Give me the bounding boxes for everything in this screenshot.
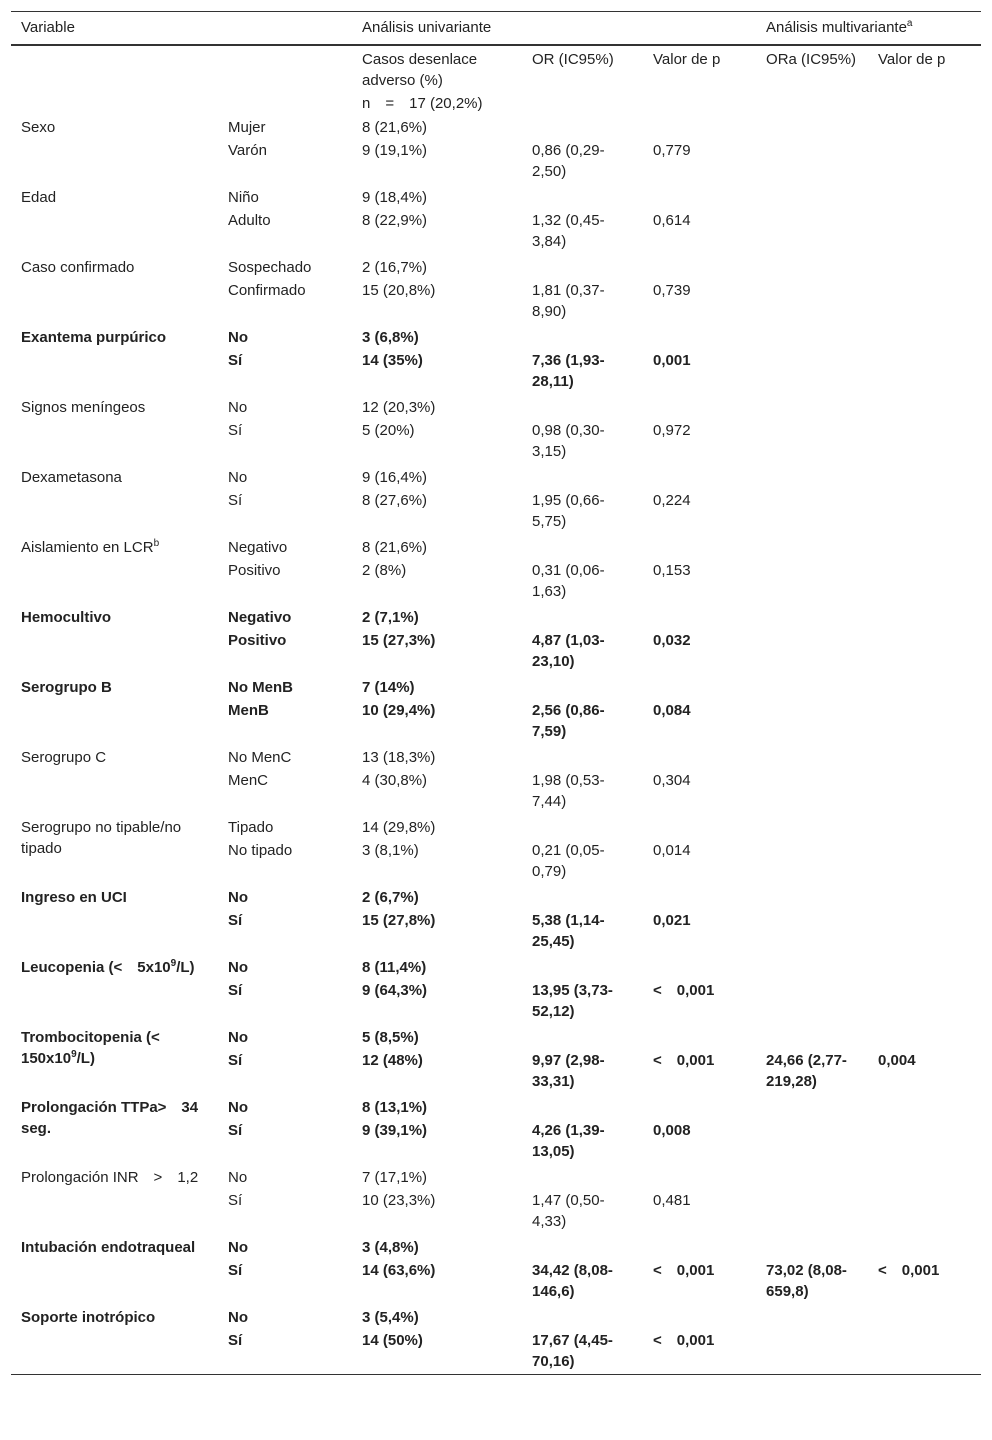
ora-cell (756, 1304, 868, 1328)
cases-cell: 9 (16,4%) (362, 469, 428, 486)
level-cell: No tipado (228, 842, 293, 859)
ora-cell (756, 138, 868, 184)
p-value-cell (643, 1304, 756, 1328)
or-cell: 0,86 (0,29-2,50) (532, 142, 605, 180)
level-cell: Sí (228, 352, 243, 369)
variable-label: Prolongación TTPa> 34 seg. (21, 1099, 199, 1137)
variable-label: Prolongación INR > 1,2 (21, 1169, 199, 1186)
table-row (11, 184, 981, 208)
variable-unit: /L) (76, 1050, 95, 1067)
ora-cell (756, 114, 868, 138)
level-cell: Adulto (228, 212, 271, 229)
or-cell: 0,21 (0,05-0,79) (532, 842, 605, 880)
cases-cell: 9 (64,3%) (362, 982, 428, 999)
pa-value-cell (868, 1304, 981, 1328)
pa-value-cell (868, 674, 981, 698)
cases-cell: 2 (16,7%) (362, 259, 428, 276)
or-cell (522, 1304, 643, 1328)
pa-value-cell (868, 1094, 981, 1118)
variable-label: Sexo (21, 119, 56, 136)
or-cell (522, 1234, 643, 1258)
table-row (11, 464, 981, 488)
or-cell: 9,97 (2,98-33,31) (532, 1052, 605, 1090)
pa-value-cell (868, 488, 981, 534)
or-cell: 1,95 (0,66-5,75) (532, 492, 605, 530)
ora-cell (756, 698, 868, 744)
or-cell: 13,95 (3,73-52,12) (532, 982, 613, 1020)
p-value-cell: 0,972 (653, 422, 691, 439)
or-cell: 4,26 (1,39-13,05) (532, 1122, 605, 1160)
variable-label: Ingreso en UCI (21, 889, 127, 906)
pa-value-cell (868, 534, 981, 558)
ora-cell (756, 394, 868, 418)
pa-value-cell (868, 464, 981, 488)
pa-value-cell (868, 604, 981, 628)
cases-cell: 5 (20%) (362, 422, 415, 439)
ora-cell (756, 324, 868, 348)
cases-cell: 13 (18,3%) (362, 749, 436, 766)
or-cell: 1,47 (0,50-4,33) (532, 1192, 605, 1230)
or-cell: 34,42 (8,08-146,6) (532, 1262, 613, 1300)
table-row (11, 534, 981, 558)
variable-cell (11, 1024, 218, 1094)
ora-cell (756, 1188, 868, 1234)
or-cell: 1,98 (0,53-7,44) (532, 772, 605, 810)
variable-unit: /L) (176, 959, 195, 976)
or-cell: 7,36 (1,93-28,11) (532, 352, 605, 390)
pa-value-cell (868, 394, 981, 418)
or-cell: 1,81 (0,37-8,90) (532, 282, 605, 320)
variable-label: Intubación endotraqueal (21, 1239, 196, 1256)
or-cell (522, 464, 643, 488)
table-row (11, 814, 981, 838)
p-value-cell: 0,021 (653, 912, 691, 929)
cases-cell: 12 (48%) (362, 1052, 423, 1069)
cases-cell: 12 (20,3%) (362, 399, 436, 416)
or-cell: 2,56 (0,86-7,59) (532, 702, 605, 740)
level-cell: No (228, 1099, 248, 1116)
p-value-cell: < 0,001 (653, 1262, 715, 1279)
p-value-cell (643, 744, 756, 768)
variable-cell (11, 464, 218, 534)
level-cell: Positivo (228, 562, 281, 579)
level-cell: No (228, 1169, 248, 1186)
cases-cell: 3 (4,8%) (362, 1239, 419, 1256)
level-cell: No (228, 469, 248, 486)
variable-exponent: 9 (71, 1049, 77, 1060)
ora-cell (756, 558, 868, 604)
level-cell: Sí (228, 1052, 243, 1069)
pa-value-cell (868, 884, 981, 908)
header-ora: ORa (IC95%) (766, 51, 857, 68)
ora-cell (756, 628, 868, 674)
ora-cell (756, 1094, 868, 1118)
p-value-cell: 0,739 (653, 282, 691, 299)
cases-cell: 14 (50%) (362, 1332, 423, 1349)
ora-cell (756, 418, 868, 464)
p-value-cell: 0,481 (653, 1192, 691, 1209)
cases-cell: 8 (11,4%) (362, 959, 427, 976)
p-value-cell (643, 254, 756, 278)
cases-cell: 7 (14%) (362, 679, 415, 696)
variable-label: Trombocitopenia (< 150x10 (21, 1029, 175, 1067)
variable-label: Signos meníngeos (21, 399, 146, 416)
p-value-cell: < 0,001 (653, 982, 715, 999)
level-cell: Sí (228, 422, 243, 439)
level-cell: No (228, 329, 248, 346)
pa-value-cell (868, 628, 981, 674)
p-value-cell: 0,008 (653, 1122, 691, 1139)
cases-cell: 15 (27,3%) (362, 632, 436, 649)
pa-value-cell (868, 278, 981, 324)
variable-label: Dexametasona (21, 469, 122, 486)
pa-value-cell (868, 954, 981, 978)
header-or: OR (IC95%) (532, 51, 614, 68)
variable-cell (11, 534, 218, 604)
variable-cell (11, 394, 218, 464)
p-value-cell: 0,779 (653, 142, 691, 159)
pa-value-cell: 0,004 (878, 1052, 916, 1069)
level-cell: No MenC (228, 749, 292, 766)
p-value-cell (643, 884, 756, 908)
pa-value-cell (868, 978, 981, 1024)
ora-cell (756, 464, 868, 488)
cases-cell: 15 (27,8%) (362, 912, 436, 929)
or-cell (522, 534, 643, 558)
header-variable: Variable (11, 12, 352, 46)
level-cell: No (228, 1029, 248, 1046)
p-value-cell: < 0,001 (653, 1332, 715, 1349)
variable-cell (11, 114, 218, 184)
pa-value-cell (868, 348, 981, 394)
header-p: Valor de p (653, 51, 721, 68)
cases-cell: 14 (29,8%) (362, 819, 436, 836)
ora-cell (756, 908, 868, 954)
p-value-cell (643, 464, 756, 488)
pa-value-cell (868, 1024, 981, 1048)
p-value-cell (643, 534, 756, 558)
table-row (11, 674, 981, 698)
variable-cell (11, 954, 218, 1024)
or-cell (522, 674, 643, 698)
pa-value-cell (868, 768, 981, 814)
pa-value-cell (868, 744, 981, 768)
header-univariate: Análisis univariante (352, 12, 756, 46)
ora-cell (756, 768, 868, 814)
cases-cell: 8 (22,9%) (362, 212, 428, 229)
cases-cell: 9 (18,4%) (362, 189, 428, 206)
table-row (11, 114, 981, 138)
pa-value-cell (868, 1328, 981, 1375)
table-row (11, 884, 981, 908)
ora-cell (756, 884, 868, 908)
variable-cell (11, 1164, 218, 1234)
level-cell: Sí (228, 912, 243, 929)
level-cell: MenB (228, 702, 269, 719)
ora-cell (756, 604, 868, 628)
p-value-cell: 0,614 (653, 212, 691, 229)
variable-label: Exantema purpúrico (21, 329, 167, 346)
or-cell (522, 1094, 643, 1118)
pa-value-cell (868, 114, 981, 138)
variable-label: Caso confirmado (21, 259, 135, 276)
pa-value-cell (868, 324, 981, 348)
ora-cell: 73,02 (8,08-659,8) (766, 1262, 847, 1300)
or-cell (522, 814, 643, 838)
cases-cell: 2 (7,1%) (362, 609, 419, 626)
cases-cell: 14 (63,6%) (362, 1262, 436, 1279)
ora-cell (756, 814, 868, 838)
pa-value-cell (868, 418, 981, 464)
table-row (11, 1094, 981, 1118)
ora-cell (756, 1234, 868, 1258)
pa-value-cell (868, 908, 981, 954)
pa-value-cell (868, 138, 981, 184)
level-cell: Confirmado (228, 282, 306, 299)
or-cell: 0,31 (0,06-1,63) (532, 562, 605, 600)
cases-cell: 14 (35%) (362, 352, 423, 369)
p-value-cell (643, 954, 756, 978)
level-cell: No (228, 959, 248, 976)
level-cell: Negativo (228, 539, 288, 556)
level-cell: Sí (228, 1262, 243, 1279)
variable-cell (11, 814, 218, 884)
p-value-cell (643, 394, 756, 418)
variable-label: Leucopenia (< 5x10 (21, 959, 171, 976)
cases-cell: 5 (8,5%) (362, 1029, 419, 1046)
cases-cell: 8 (21,6%) (362, 119, 428, 136)
cases-cell: 3 (5,4%) (362, 1309, 419, 1326)
level-cell: Mujer (228, 119, 266, 136)
variable-cell (11, 1234, 218, 1304)
level-cell: No (228, 399, 248, 416)
ora-cell (756, 838, 868, 884)
ora-cell (756, 978, 868, 1024)
header-cases-n: n = 17 (20,2%) (362, 95, 483, 112)
pa-value-cell: < 0,001 (878, 1262, 940, 1279)
ora-cell (756, 534, 868, 558)
variable-cell (11, 184, 218, 254)
level-cell: Sí (228, 1122, 243, 1139)
level-cell: No (228, 1239, 248, 1256)
level-cell: MenC (228, 772, 269, 789)
cases-cell: 8 (13,1%) (362, 1099, 428, 1116)
ora-cell (756, 184, 868, 208)
table-body (11, 114, 981, 1375)
header-cases (352, 45, 522, 114)
pa-value-cell (868, 1234, 981, 1258)
header-multivariate-sup: a (906, 18, 913, 29)
cases-cell: 2 (8%) (362, 562, 407, 579)
variable-label: Edad (21, 189, 57, 206)
variable-cell (11, 744, 218, 814)
table-row (11, 1304, 981, 1328)
p-value-cell (643, 184, 756, 208)
cases-cell: 8 (21,6%) (362, 539, 428, 556)
ora-cell (756, 488, 868, 534)
level-cell: Tipado (228, 819, 274, 836)
pa-value-cell (868, 558, 981, 604)
cases-cell: 2 (6,7%) (362, 889, 419, 906)
variable-label: Serogrupo C (21, 749, 107, 766)
or-cell (522, 1164, 643, 1188)
table-row (11, 954, 981, 978)
table-row (11, 744, 981, 768)
ora-cell: 24,66 (2,77-219,28) (766, 1052, 847, 1090)
ora-cell (756, 278, 868, 324)
p-value-cell (643, 1234, 756, 1258)
variable-exponent: 9 (170, 958, 177, 969)
cases-cell: 9 (19,1%) (362, 142, 428, 159)
ora-cell (756, 1328, 868, 1375)
p-value-cell: 0,032 (653, 632, 691, 649)
level-cell: No (228, 1309, 248, 1326)
variable-cell (11, 1094, 218, 1164)
or-cell (522, 114, 643, 138)
ora-cell (756, 954, 868, 978)
table-row (11, 394, 981, 418)
ora-cell (756, 1164, 868, 1188)
or-cell (522, 324, 643, 348)
table-row (11, 1164, 981, 1188)
level-cell: Sí (228, 492, 243, 509)
pa-value-cell (868, 698, 981, 744)
level-cell: Varón (228, 142, 267, 159)
or-cell: 1,32 (0,45-3,84) (532, 212, 605, 250)
pa-value-cell (868, 1118, 981, 1164)
cases-cell: 8 (27,6%) (362, 492, 428, 509)
or-cell (522, 604, 643, 628)
ora-cell (756, 674, 868, 698)
p-value-cell (643, 674, 756, 698)
header-pa: Valor de p (878, 51, 946, 68)
p-value-cell: 0,304 (653, 772, 691, 789)
variable-cell (11, 324, 218, 394)
table-row (11, 1024, 981, 1048)
cases-cell: 9 (39,1%) (362, 1122, 428, 1139)
level-cell: No MenB (228, 679, 293, 696)
table-row (11, 604, 981, 628)
level-cell: Positivo (228, 632, 287, 649)
cases-cell: 3 (8,1%) (362, 842, 419, 859)
table-row (11, 324, 981, 348)
p-value-cell: 0,084 (653, 702, 691, 719)
p-value-cell (643, 114, 756, 138)
level-cell: Sí (228, 1192, 243, 1209)
or-cell (522, 884, 643, 908)
or-cell (522, 184, 643, 208)
p-value-cell (643, 1094, 756, 1118)
variable-label: Serogrupo no tipable/no tipado (21, 819, 182, 857)
or-cell (522, 254, 643, 278)
pa-value-cell (868, 814, 981, 838)
header-cases-label: Casos desenlace adverso (%) (362, 51, 478, 89)
header-multivariate-text: Análisis multivariante (766, 19, 907, 36)
table-row (11, 1234, 981, 1258)
variable-cell (11, 674, 218, 744)
p-value-cell (643, 604, 756, 628)
pa-value-cell (868, 838, 981, 884)
variable-cell (11, 884, 218, 954)
level-cell: Sí (228, 1332, 243, 1349)
p-value-cell (643, 324, 756, 348)
ora-cell (756, 1118, 868, 1164)
variable-cell (11, 1304, 218, 1375)
or-cell: 5,38 (1,14-25,45) (532, 912, 605, 950)
variable-label: Soporte inotrópico (21, 1309, 156, 1326)
p-value-cell (643, 814, 756, 838)
or-cell: 4,87 (1,03-23,10) (532, 632, 605, 670)
variable-footnote-sup: b (153, 538, 160, 549)
or-cell (522, 744, 643, 768)
pa-value-cell (868, 1188, 981, 1234)
table-row (11, 254, 981, 278)
p-value-cell: 0,014 (653, 842, 691, 859)
variable-label: Hemocultivo (21, 609, 112, 626)
p-value-cell: 0,153 (653, 562, 691, 579)
variable-label: Serogrupo B (21, 679, 112, 696)
ora-cell (756, 1024, 868, 1048)
or-cell (522, 394, 643, 418)
ora-cell (756, 348, 868, 394)
ora-cell (756, 208, 868, 254)
cases-cell: 4 (30,8%) (362, 772, 428, 789)
results-table (11, 11, 981, 1375)
header-multivariate (756, 12, 981, 46)
p-value-cell: 0,224 (653, 492, 691, 509)
cases-cell: 3 (6,8%) (362, 329, 419, 346)
variable-cell (11, 604, 218, 674)
pa-value-cell (868, 184, 981, 208)
cases-cell: 10 (29,4%) (362, 702, 436, 719)
or-cell (522, 954, 643, 978)
or-cell: 0,98 (0,30-3,15) (532, 422, 605, 460)
level-cell: Negativo (228, 609, 292, 626)
p-value-cell: 0,001 (653, 352, 691, 369)
pa-value-cell (868, 254, 981, 278)
cases-cell: 15 (20,8%) (362, 282, 436, 299)
variable-cell (11, 254, 218, 324)
p-value-cell (643, 1164, 756, 1188)
cases-cell: 7 (17,1%) (362, 1169, 428, 1186)
p-value-cell: < 0,001 (653, 1052, 715, 1069)
variable-label: Aislamiento en LCR (21, 539, 154, 556)
ora-cell (756, 254, 868, 278)
ora-cell (756, 744, 868, 768)
cases-cell: 10 (23,3%) (362, 1192, 436, 1209)
or-cell (522, 1024, 643, 1048)
or-cell: 17,67 (4,45-70,16) (532, 1332, 613, 1370)
level-cell: No (228, 889, 248, 906)
level-cell: Niño (228, 189, 259, 206)
pa-value-cell (868, 1164, 981, 1188)
level-cell: Sí (228, 982, 243, 999)
pa-value-cell (868, 208, 981, 254)
level-cell: Sospechado (228, 259, 312, 276)
p-value-cell (643, 1024, 756, 1048)
